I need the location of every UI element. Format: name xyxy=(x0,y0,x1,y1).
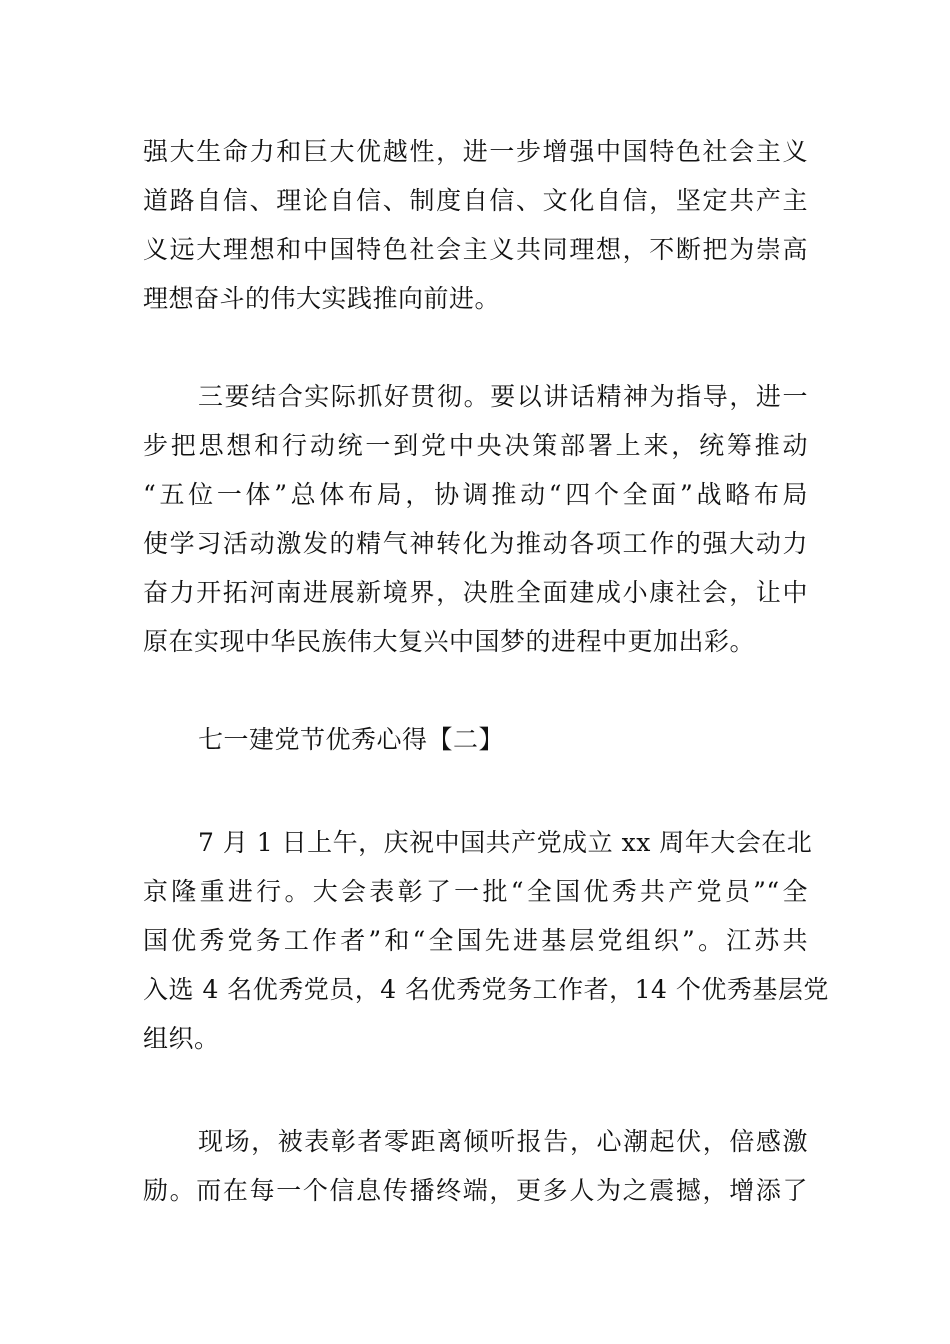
text-line: 强大生命力和巨大优越性，进一步增强中国特色社会主义 xyxy=(143,137,808,166)
text-line: 入选 4 名优秀党员，4 名优秀党务工作者，14 个优秀基层党 xyxy=(143,975,829,1004)
text-line: 京隆重进行。大会表彰了一批“全国优秀共产党员”“全 xyxy=(143,877,808,906)
text-line: 使学习活动激发的精气神转化为推动各项工作的强大动力 xyxy=(143,529,808,558)
text-line: 义远大理想和中国特色社会主义共同理想，不断把为崇高 xyxy=(143,235,808,264)
text-line: 道路自信、理论自信、制度自信、文化自信，坚定共产主 xyxy=(143,186,808,215)
text-line: 励。而在每一个信息传播终端，更多人为之震撼，增添了 xyxy=(143,1176,808,1205)
heading-text: 七一建党节优秀心得【二】 xyxy=(198,725,505,754)
text-line: 7 月 1 日上午，庆祝中国共产党成立 xx 周年大会在北 xyxy=(198,828,813,857)
text-line: 国优秀党务工作者”和“全国先进基层党组织”。江苏共 xyxy=(143,926,808,955)
text-line: 原在实现中华民族伟大复兴中国梦的进程中更加出彩。 xyxy=(143,627,756,656)
text-line: 现场，被表彰者零距离倾听报告，心潮起伏，倍感激 xyxy=(198,1127,808,1156)
text-line: 三要结合实际抓好贯彻。要以讲话精神为指导，进一 xyxy=(198,382,808,411)
text-line: 组织。 xyxy=(143,1024,220,1053)
text-line: “五位一体”总体布局，协调推动“四个全面”战略布局 xyxy=(143,480,808,509)
text-line: 步把思想和行动统一到党中央决策部署上来，统筹推动 xyxy=(143,431,808,460)
text-line: 奋力开拓河南进展新境界，决胜全面建成小康社会，让中 xyxy=(143,578,808,607)
text-line: 理想奋斗的伟大实践推向前进。 xyxy=(143,284,501,313)
